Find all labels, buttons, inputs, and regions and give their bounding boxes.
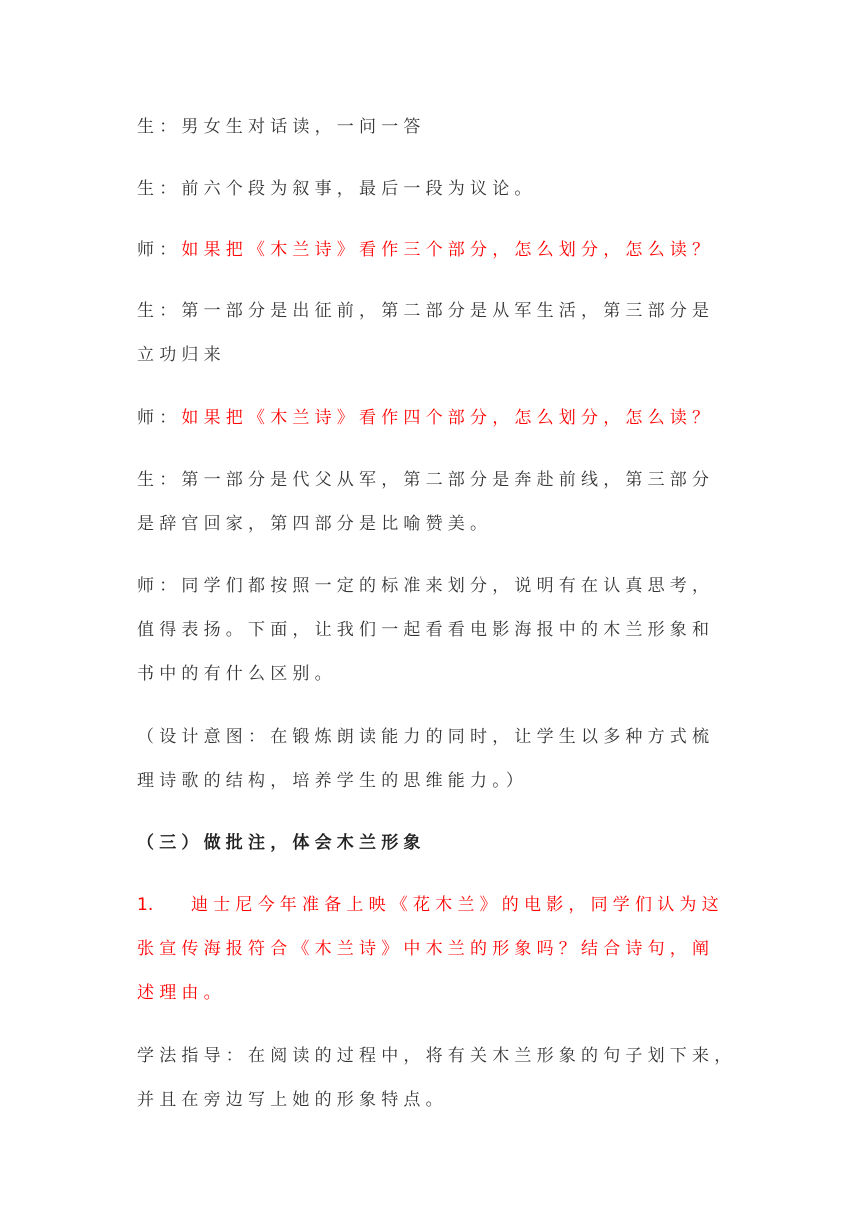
- dialogue-line-4-continuation: [137, 345, 226, 365]
- speaker-label: 师：: [137, 240, 182, 260]
- dialogue-text: 同学们都按照一定的标准来划分，说明有在认真思考，: [181, 576, 715, 596]
- question-line-2: [137, 939, 714, 959]
- dialogue-text: 第一部分是代父从军，第二部分是奔赴前线，第三部分: [181, 470, 715, 490]
- dialogue-line-7-continuation-2: [137, 664, 337, 684]
- speaker-label: 生：: [137, 117, 182, 137]
- speaker-label: 生：: [137, 301, 182, 321]
- design-note-text: （设计意图：在锻炼朗读能力的同时，让学生以多种方式梳: [137, 727, 715, 747]
- dialogue-line-1: [137, 117, 426, 137]
- dialogue-line-6: [137, 470, 714, 490]
- question-number: 1.: [137, 895, 154, 915]
- dialogue-line-6-continuation: [137, 514, 492, 534]
- question-text: 迪士尼今年准备上映《花木兰》的电影，同学们认为这: [191, 895, 724, 915]
- speaker-label: 生：: [137, 179, 182, 199]
- design-note-line-1: [137, 727, 714, 747]
- question-line-3: [137, 983, 226, 1003]
- design-note-line-2: [137, 771, 528, 791]
- speaker-label: 师：: [137, 408, 182, 428]
- dialogue-text: 前六个段为叙事，最后一段为议论。: [181, 179, 537, 199]
- method-guide-line-2: [137, 1090, 448, 1110]
- dialogue-line-4: [137, 301, 714, 321]
- dialogue-text: 书中的有什么区别。: [137, 664, 337, 684]
- dialogue-line-7-continuation: [137, 620, 714, 640]
- speaker-label: 师：: [137, 576, 182, 596]
- dialogue-line-5: [137, 408, 714, 428]
- dialogue-text: 是辞官回家，第四部分是比喻赞美。: [137, 514, 493, 534]
- teacher-question-text: 如果把《木兰诗》看作三个部分，怎么划分，怎么读？: [181, 240, 715, 260]
- section-heading-text: （三）做批注，体会木兰形象: [137, 833, 426, 853]
- dialogue-line-3: [137, 240, 714, 260]
- dialogue-text: 男女生对话读，一问一答: [181, 117, 426, 137]
- dialogue-text: 值得表扬。下面，让我们一起看看电影海报中的木兰形象和: [137, 620, 715, 640]
- dialogue-line-2: [137, 179, 537, 199]
- dialogue-text: 第一部分是出征前，第二部分是从军生活，第三部分是: [181, 301, 715, 321]
- question-text: 述理由。: [137, 983, 226, 1003]
- method-guide-line-1: [137, 1046, 736, 1066]
- design-note-text: 理诗歌的结构，培养学生的思维能力。）: [137, 771, 529, 791]
- question-text: 张宣传海报符合《木兰诗》中木兰的形象吗？结合诗句，阐: [137, 939, 715, 959]
- method-guide-text: 学法指导：在阅读的过程中，将有关木兰形象的句子划下来，: [137, 1046, 737, 1066]
- section-heading: [137, 833, 426, 853]
- method-guide-text: 并且在旁边写上她的形象特点。: [137, 1090, 448, 1110]
- speaker-label: 生：: [137, 470, 182, 490]
- question-line-1: [137, 895, 724, 915]
- teacher-question-text: 如果把《木兰诗》看作四个部分，怎么划分，怎么读？: [181, 408, 715, 428]
- dialogue-text: 立功归来: [137, 345, 226, 365]
- dialogue-line-7: [137, 576, 714, 596]
